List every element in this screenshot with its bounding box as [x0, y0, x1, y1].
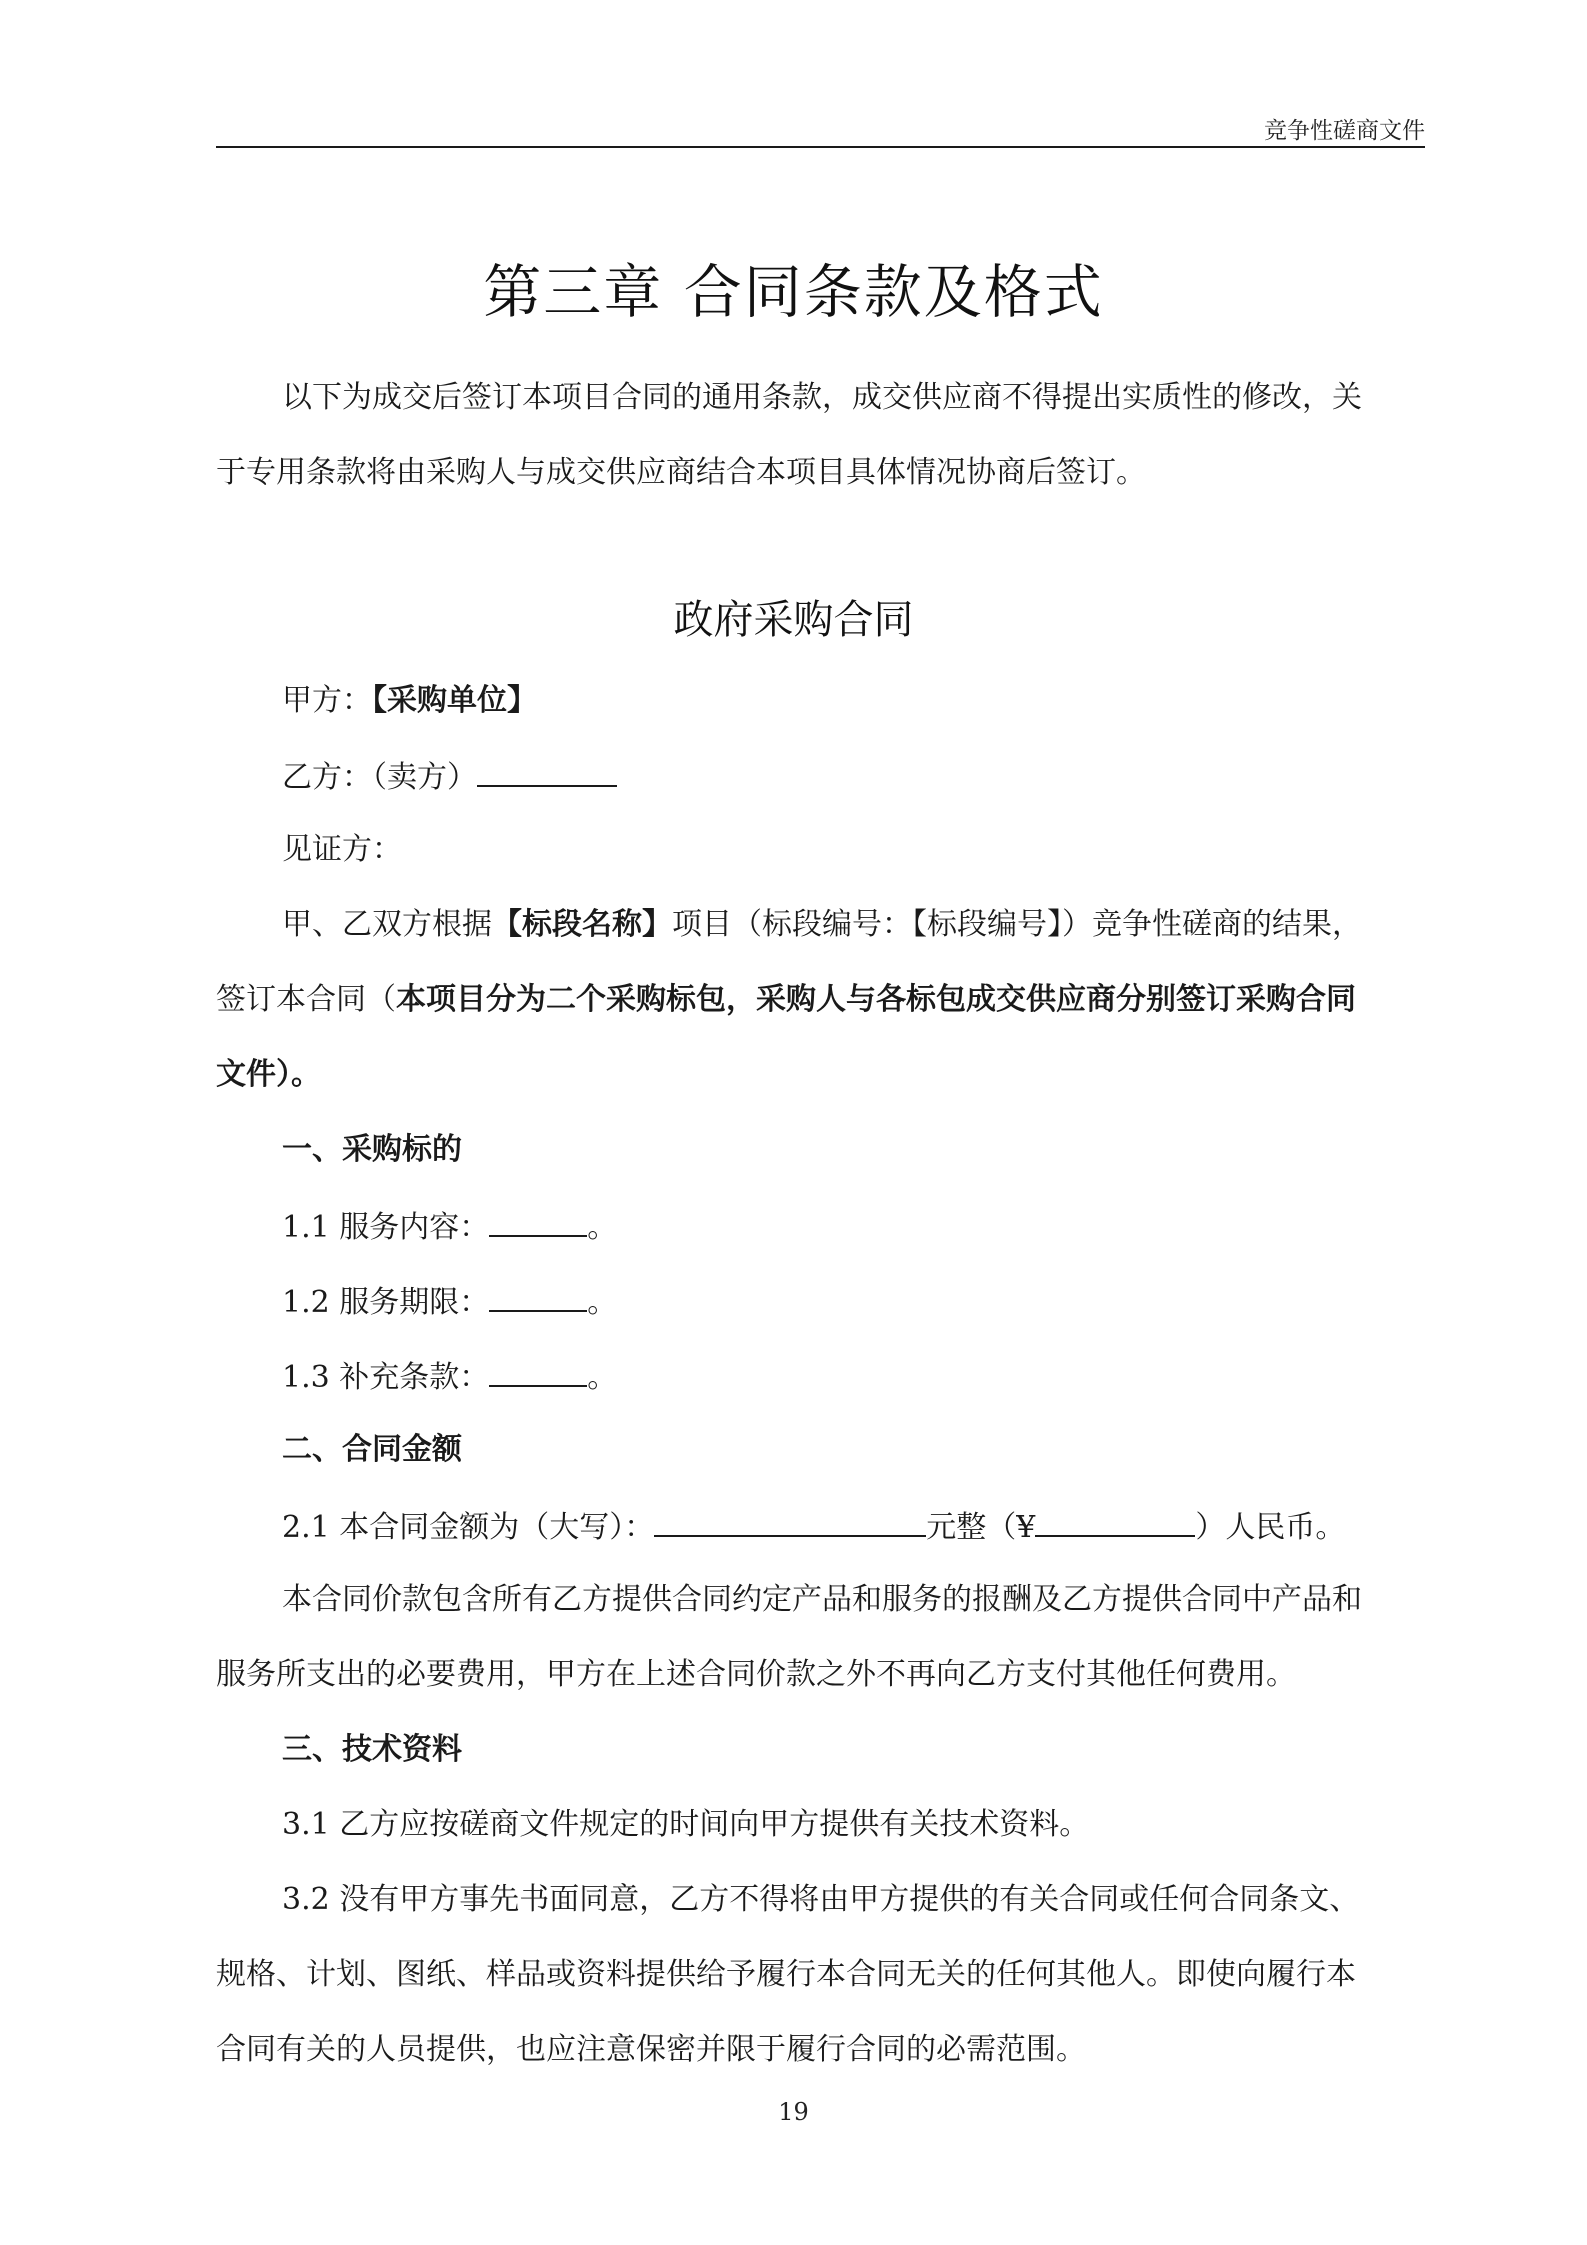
item-1-2 — [282, 1280, 1425, 1323]
preamble-line-2 — [216, 980, 1425, 1020]
item-1-2-end: 。 — [587, 1285, 618, 1320]
preamble-text-a: 甲、乙双方根据 — [282, 907, 492, 942]
contract-title: 政府采购合同 — [673, 597, 914, 643]
section-1-heading: 一、采购标的 — [282, 1132, 462, 1167]
item-1-1 — [282, 1205, 1425, 1248]
lot-name-placeholder: 【标段名称】 — [492, 907, 672, 942]
party-a-label: 甲方： — [282, 683, 372, 718]
amount-mid: 元整（¥ — [926, 1510, 1036, 1545]
amount-figures-blank[interactable] — [1035, 1505, 1195, 1537]
section-3-heading: 三、技术资料 — [282, 1732, 462, 1767]
item-1-1-end: 。 — [587, 1210, 618, 1245]
item-3-2-line-2: 规格、计划、图纸、样品或资料提供给予履行本合同无关的任何其他人。即使向履行本 — [216, 1957, 1356, 1992]
amount-prefix: 2.1 本合同金额为（大写）： — [282, 1510, 655, 1545]
item-1-3 — [282, 1355, 1425, 1398]
section-2-heading: 二、合同金额 — [282, 1432, 462, 1467]
item-3-1: 3.1 乙方应按磋商文件规定的时间向甲方提供有关技术资料。 — [282, 1807, 1090, 1842]
running-header: 竞争性磋商文件 — [1264, 118, 1425, 144]
witness-line: 见证方： — [282, 832, 402, 867]
item-1-1-label: 1.1 服务内容： — [282, 1210, 490, 1245]
preamble-text-d: 签订本合同（ — [216, 982, 396, 1017]
amount-suffix: ）人民币。 — [1195, 1510, 1346, 1545]
party-a-value: 【采购单位】 — [372, 683, 537, 718]
service-period-blank[interactable] — [489, 1280, 587, 1312]
party-b-blank[interactable] — [477, 755, 617, 787]
header-divider — [216, 146, 1425, 148]
preamble-line-1 — [282, 905, 1425, 945]
price-para-line-1: 本合同价款包含所有乙方提供合同约定产品和服务的报酬及乙方提供合同中产品和 — [282, 1582, 1362, 1617]
item-1-3-end: 。 — [587, 1360, 618, 1395]
price-para-line-2: 服务所支出的必要费用，甲方在上述合同价款之外不再向乙方支付其他任何费用。 — [216, 1657, 1296, 1692]
intro-line-2: 于专用条款将由采购人与成交供应商结合本项目具体情况协商后签订。 — [216, 455, 1146, 490]
service-content-blank[interactable] — [489, 1205, 587, 1237]
preamble-line-3: 文件）。 — [216, 1057, 321, 1092]
party-b-label: 乙方：（卖方） — [282, 760, 477, 795]
amount-words-blank[interactable] — [654, 1505, 926, 1537]
item-3-2-line-3: 合同有关的人员提供，也应注意保密并限于履行合同的必需范围。 — [216, 2032, 1086, 2067]
item-3-2-line-1: 3.2 没有甲方事先书面同意，乙方不得将由甲方提供的有关合同或任何合同条文、 — [282, 1882, 1360, 1917]
page-number: 19 — [778, 2098, 809, 2126]
item-1-2-label: 1.2 服务期限： — [282, 1285, 490, 1320]
supplementary-terms-blank[interactable] — [489, 1355, 587, 1387]
preamble-text-c: 项目（标段编号：【标段编号】）竞争性磋商的结果， — [672, 907, 1362, 942]
party-a-line — [282, 681, 1425, 721]
intro-line-1: 以下为成交后签订本项目合同的通用条款，成交供应商不得提出实质性的修改，关 — [282, 380, 1362, 415]
chapter-title: 第三章 合同条款及格式 — [483, 258, 1104, 326]
item-1-3-label: 1.3 补充条款： — [282, 1360, 490, 1395]
preamble-bold-note: 本项目分为二个采购标包，采购人与各标包成交供应商分别签订采购合同 — [396, 982, 1356, 1017]
party-b-line — [282, 755, 1425, 798]
item-2-1 — [282, 1505, 1425, 1548]
